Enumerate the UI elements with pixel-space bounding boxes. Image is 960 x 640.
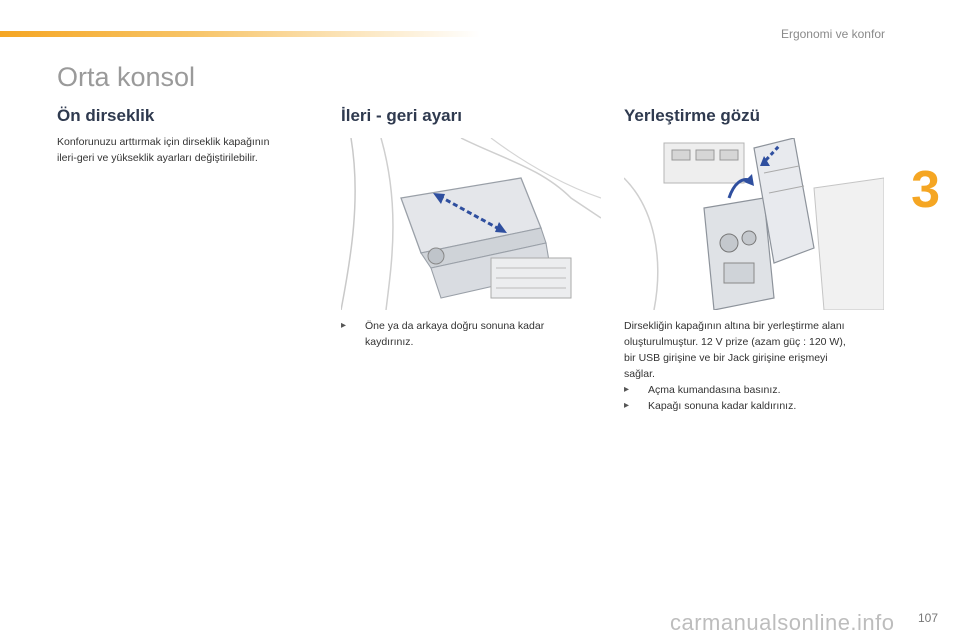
heading-forward-back-adjust: İleri - geri ayarı [341,106,462,125]
watermark: carmanualsonline.info [670,610,895,635]
page-title: Orta konsol [57,62,196,92]
bullet-item [624,398,898,414]
text-line: oluşturulmuştur. 12 V prize (azam güç : 120 W), [624,336,846,348]
bullet-item [624,382,898,398]
bullet-text: kaydırınız. [365,336,414,348]
bullet-text: Öne ya da arkaya doğru sonuna kadar [365,320,545,332]
bullet-text: Kapağı sonuna kadar kaldırınız. [648,400,797,412]
heading-front-armrest: Ön dirseklik [57,106,155,125]
bullet-item [341,318,615,350]
bullet-arrow-icon: ▸ [624,400,630,411]
armrest-slide-illustration [341,138,601,310]
text-line: sağlar. [624,368,655,380]
bullet-arrow-icon: ▸ [341,320,347,331]
storage-compartment-illustration [624,138,884,310]
heading-storage-compartment: Yerleştirme gözü [624,106,761,125]
armrest-description [57,134,317,166]
text-line: Dirsekliğin kapağının altına bir yerleştirme alanı [624,320,845,332]
section-header: Ergonomi ve konfor [780,27,885,41]
storage-description [624,318,894,382]
text-line: bir USB girişine ve bir Jack girişine erişmeyi [624,352,828,364]
page-number: 107 [917,611,938,625]
bullet-arrow-icon: ▸ [624,384,630,395]
bullet-text: Açma kumandasına basınız. [648,384,781,396]
text-line: ileri-geri ve yükseklik ayarları değiştirilebilir. [57,152,258,164]
header-accent-bar [0,31,480,37]
text-line: Konforunuzu arttırmak için dirseklik kapağının [57,136,270,148]
chapter-number: 3 [911,161,940,219]
